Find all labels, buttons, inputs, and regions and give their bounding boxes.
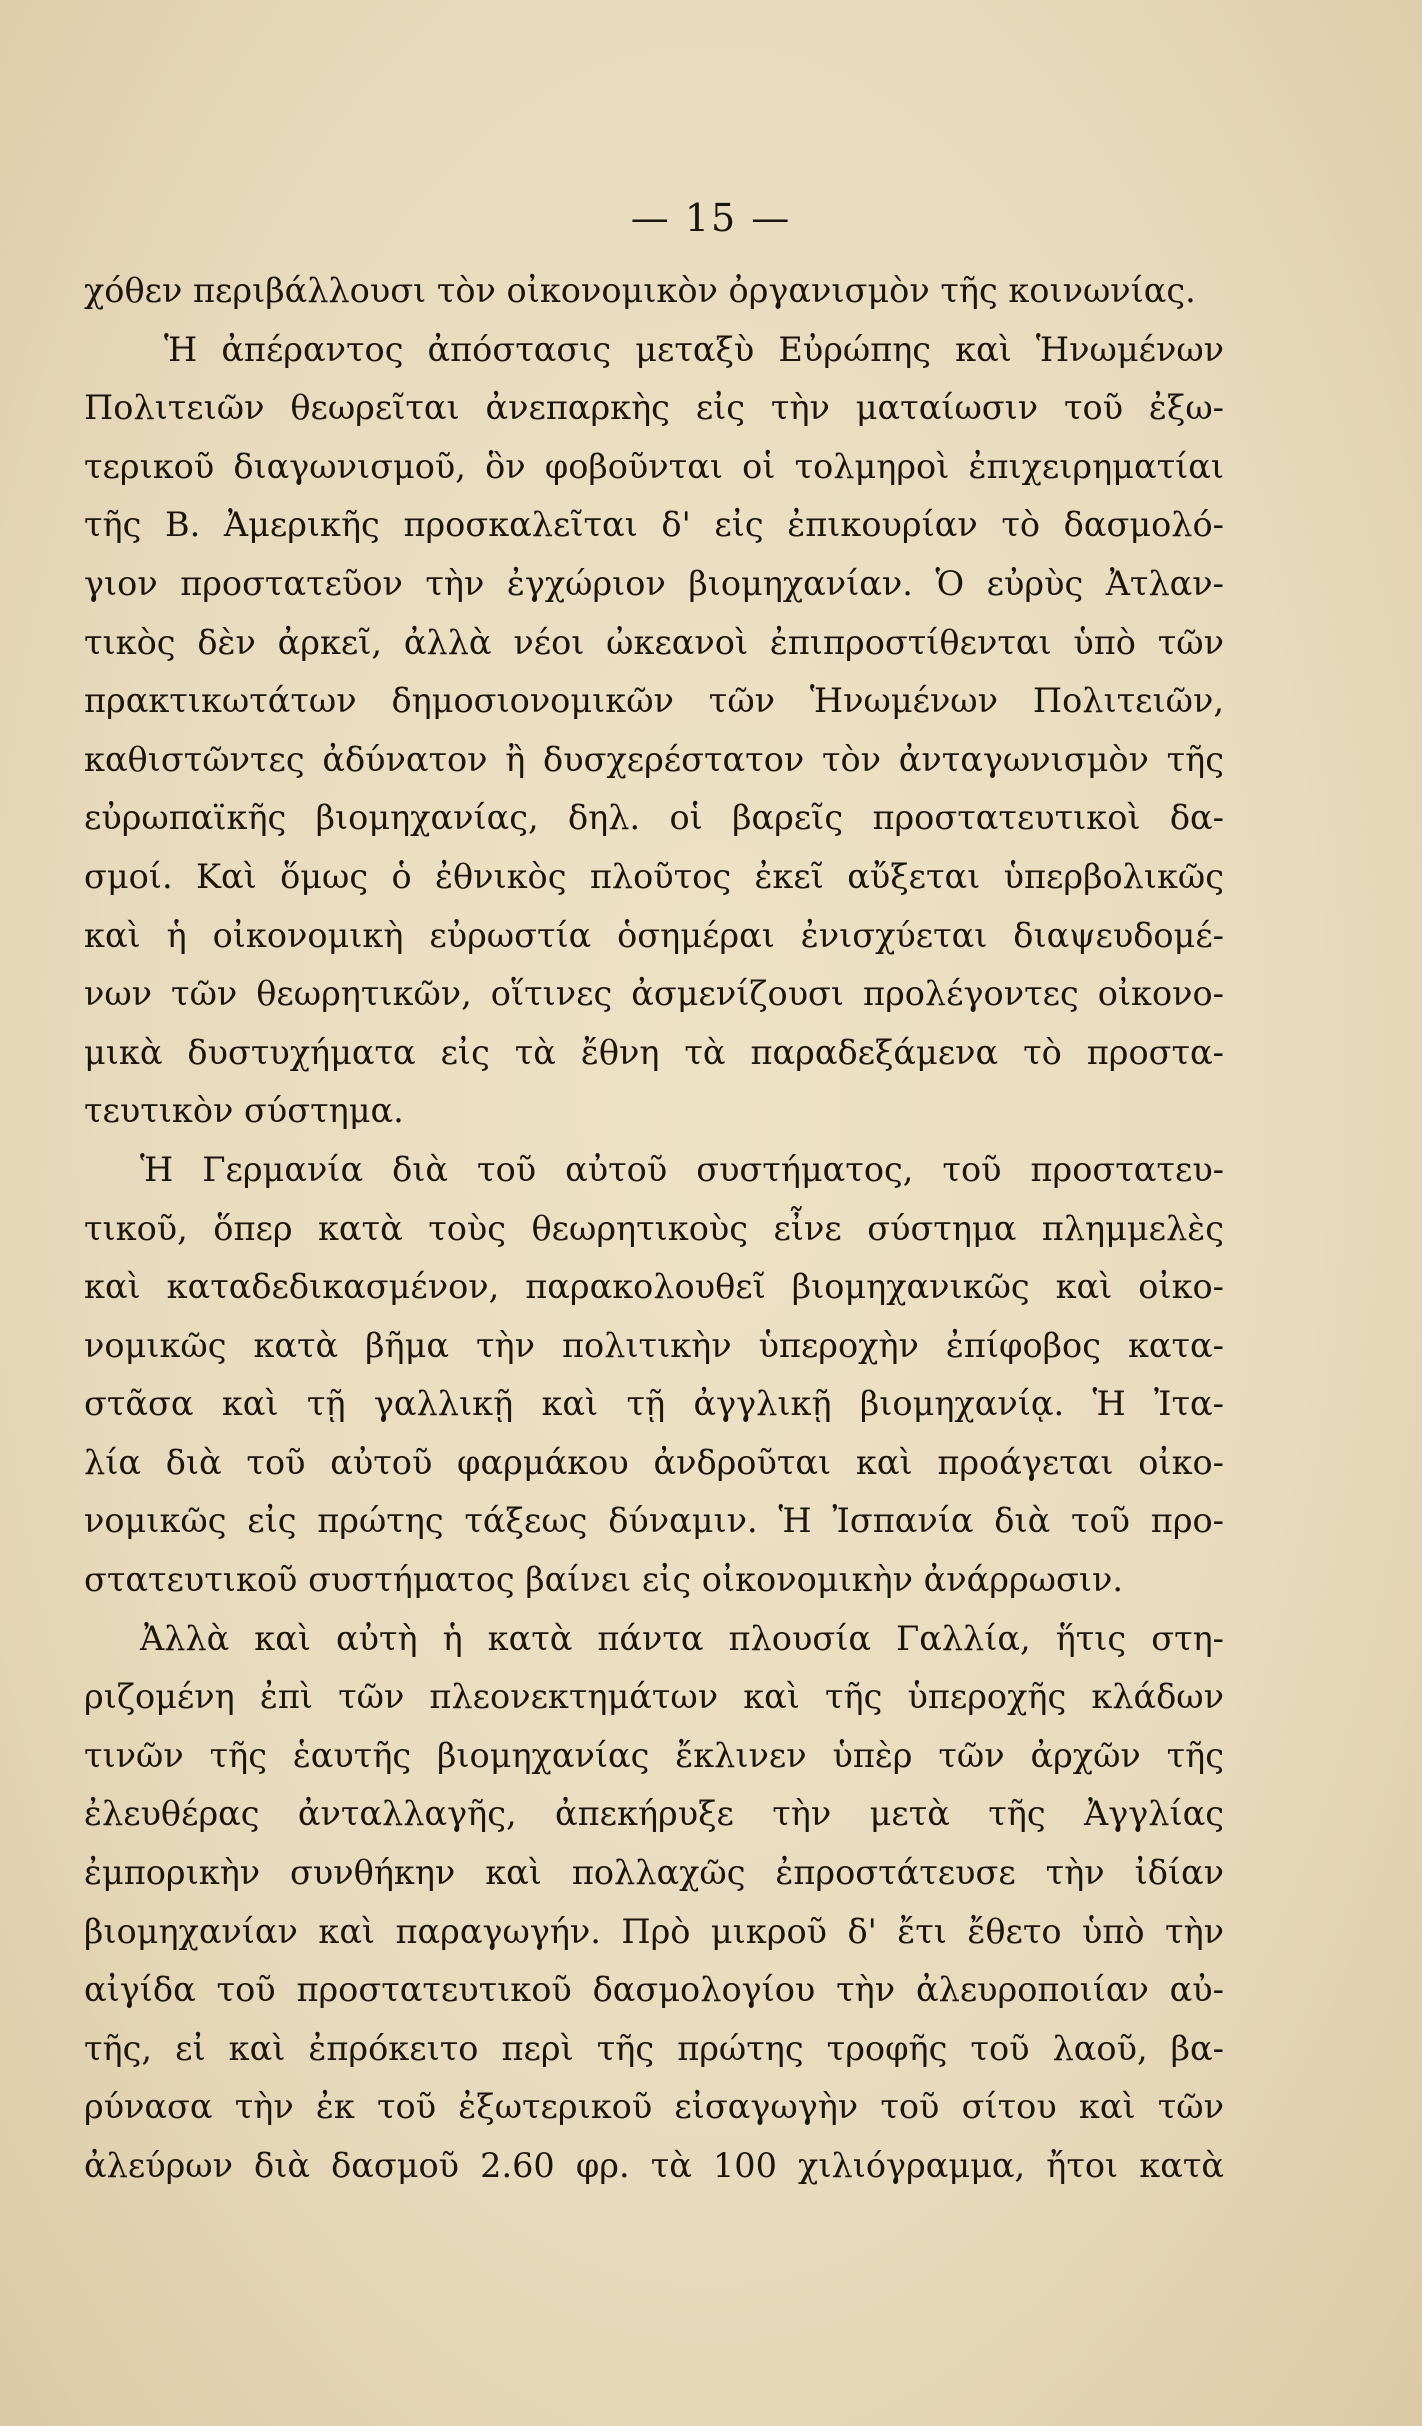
text-line: νομικῶς εἰς πρώτης τάξεως δύναμιν. Ἡ Ἰσπανία διὰ τοῦ προ-	[84, 1501, 1224, 1541]
text-line: σμοί. Καὶ ὅμως ὁ ἐθνικὸς πλοῦτος ἐκεῖ αὔξεται ὑπερβολικῶς	[84, 856, 1224, 896]
text-line: ἐμπορικὴν συνθήκην καὶ πολλαχῶς ἐπροστάτευσε τὴν ἰδίαν	[84, 1853, 1224, 1893]
text-line: νων τῶν θεωρητικῶν, οἵτινες ἀσμενίζουσι προλέγοντες οἰκονο-	[84, 974, 1224, 1014]
text-line: πρακτικωτάτων δημοσιονομικῶν τῶν Ἡνωμένων Πολιτειῶν,	[84, 681, 1224, 721]
text-line: χόθεν περιβάλλουσι τὸν οἰκονομικὸν ὀργανισμὸν τῆς κοινωνίας.	[84, 271, 1196, 310]
text-line: ρύνασα τὴν ἐκ τοῦ ἐξωτερικοῦ εἰσαγωγὴν τοῦ σίτου καὶ τῶν	[84, 2087, 1224, 2127]
text-line: στατευτικοῦ συστήματος βαίνει εἰς οἰκονομικὴν ἀνάρρωσιν.	[84, 1560, 1124, 1600]
text-line: λία διὰ τοῦ αὐτοῦ φαρμάκου ἀνδροῦται καὶ προάγεται οἰκο-	[84, 1442, 1224, 1482]
text-line: ριζομένη ἐπὶ τῶν πλεονεκτημάτων καὶ τῆς ὑπεροχῆς κλάδων	[84, 1677, 1224, 1717]
text-line: ἀλεύρων διὰ δασμοῦ 2.60 φρ. τὰ 100 χιλιόγραμμα, ἤτοι κατὰ	[84, 2146, 1224, 2185]
body-text	[84, 262, 1224, 2196]
page-number: — 15 —	[630, 196, 792, 240]
text-line: τικοῦ, ὅπερ κατὰ τοὺς θεωρητικοὺς εἶνε σύστημα πλημμελὲς	[84, 1208, 1224, 1248]
text-line: καθιστῶντες ἀδύνατον ἢ δυσχερέστατον τὸν ἀνταγωνισμὸν τῆς	[84, 739, 1224, 779]
text-line: μικὰ δυστυχήματα εἰς τὰ ἔθνη τὰ παραδεξάμενα τὸ προστα-	[84, 1032, 1224, 1072]
text-line: τῆς, εἰ καὶ ἐπρόκειτο περὶ τῆς πρώτης τροφῆς τοῦ λαοῦ, βα-	[84, 2028, 1224, 2068]
text-line: καὶ ἡ οἰκονομικὴ εὐρωστία ὁσημέραι ἐνισχύεται διαψευδομέ-	[84, 915, 1224, 955]
text-line: τικὸς δὲν ἀρκεῖ, ἀλλὰ νέοι ὠκεανοὶ ἐπιπροστίθενται ὑπὸ τῶν	[84, 622, 1224, 662]
text-line: στᾶσα καὶ τῇ γαλλικῇ καὶ τῇ ἀγγλικῇ βιομηχανίᾳ. Ἡ Ἰτα-	[84, 1384, 1224, 1424]
text-line: καὶ καταδεδικασμένον, παρακολουθεῖ βιομηχανικῶς καὶ οἰκο-	[84, 1267, 1224, 1307]
text-line: αἰγίδα τοῦ προστατευτικοῦ δασμολογίου τὴν ἀλευροποιίαν αὐ-	[84, 1970, 1224, 2010]
text-line: εὐρωπαϊκῆς βιομηχανίας, δηλ. οἱ βαρεῖς προστατευτικοὶ δα-	[84, 798, 1224, 838]
text-line: τευτικὸν σύστημα.	[84, 1091, 404, 1131]
text-line: τερικοῦ διαγωνισμοῦ, ὃν φοβοῦνται οἱ τολμηροὶ ἐπιχειρηματίαι	[84, 446, 1224, 486]
text-line: Ἡ Γερμανία διὰ τοῦ αὐτοῦ συστήματος, τοῦ προστατευ-	[140, 1149, 1224, 1189]
text-line: τινῶν τῆς ἑαυτῆς βιομηχανίας ἔκλινεν ὑπὲρ τῶν ἀρχῶν τῆς	[84, 1735, 1224, 1775]
text-line: Πολιτειῶν θεωρεῖται ἀνεπαρκὴς εἰς τὴν ματαίωσιν τοῦ ἐξω-	[84, 388, 1224, 428]
text-line: τῆς Β. Ἀμερικῆς προσκαλεῖται δ' εἰς ἐπικουρίαν τὸ δασμολό-	[84, 505, 1224, 545]
text-line: γιον προστατεῦον τὴν ἐγχώριον βιομηχανίαν. Ὁ εὐρὺς Ἀτλαν-	[84, 563, 1224, 603]
text-line: ἐλευθέρας ἀνταλλαγῆς, ἀπεκήρυξε τὴν μετὰ τῆς Ἀγγλίας	[84, 1794, 1224, 1834]
text-line: νομικῶς κατὰ βῆμα τὴν πολιτικὴν ὑπεροχὴν ἐπίφοβος κατα-	[84, 1325, 1224, 1365]
text-line: βιομηχανίαν καὶ παραγωγήν. Πρὸ μικροῦ δ' ἔτι ἔθετο ὑπὸ τὴν	[84, 1911, 1224, 1951]
text-line: Ἀλλὰ καὶ αὐτὴ ἡ κατὰ πάντα πλουσία Γαλλία, ἥτις στη-	[140, 1618, 1224, 1658]
text-line: Ἡ ἀπέραντος ἀπόστασις μεταξὺ Εὐρώπης καὶ Ἡνωμένων	[164, 329, 1224, 369]
